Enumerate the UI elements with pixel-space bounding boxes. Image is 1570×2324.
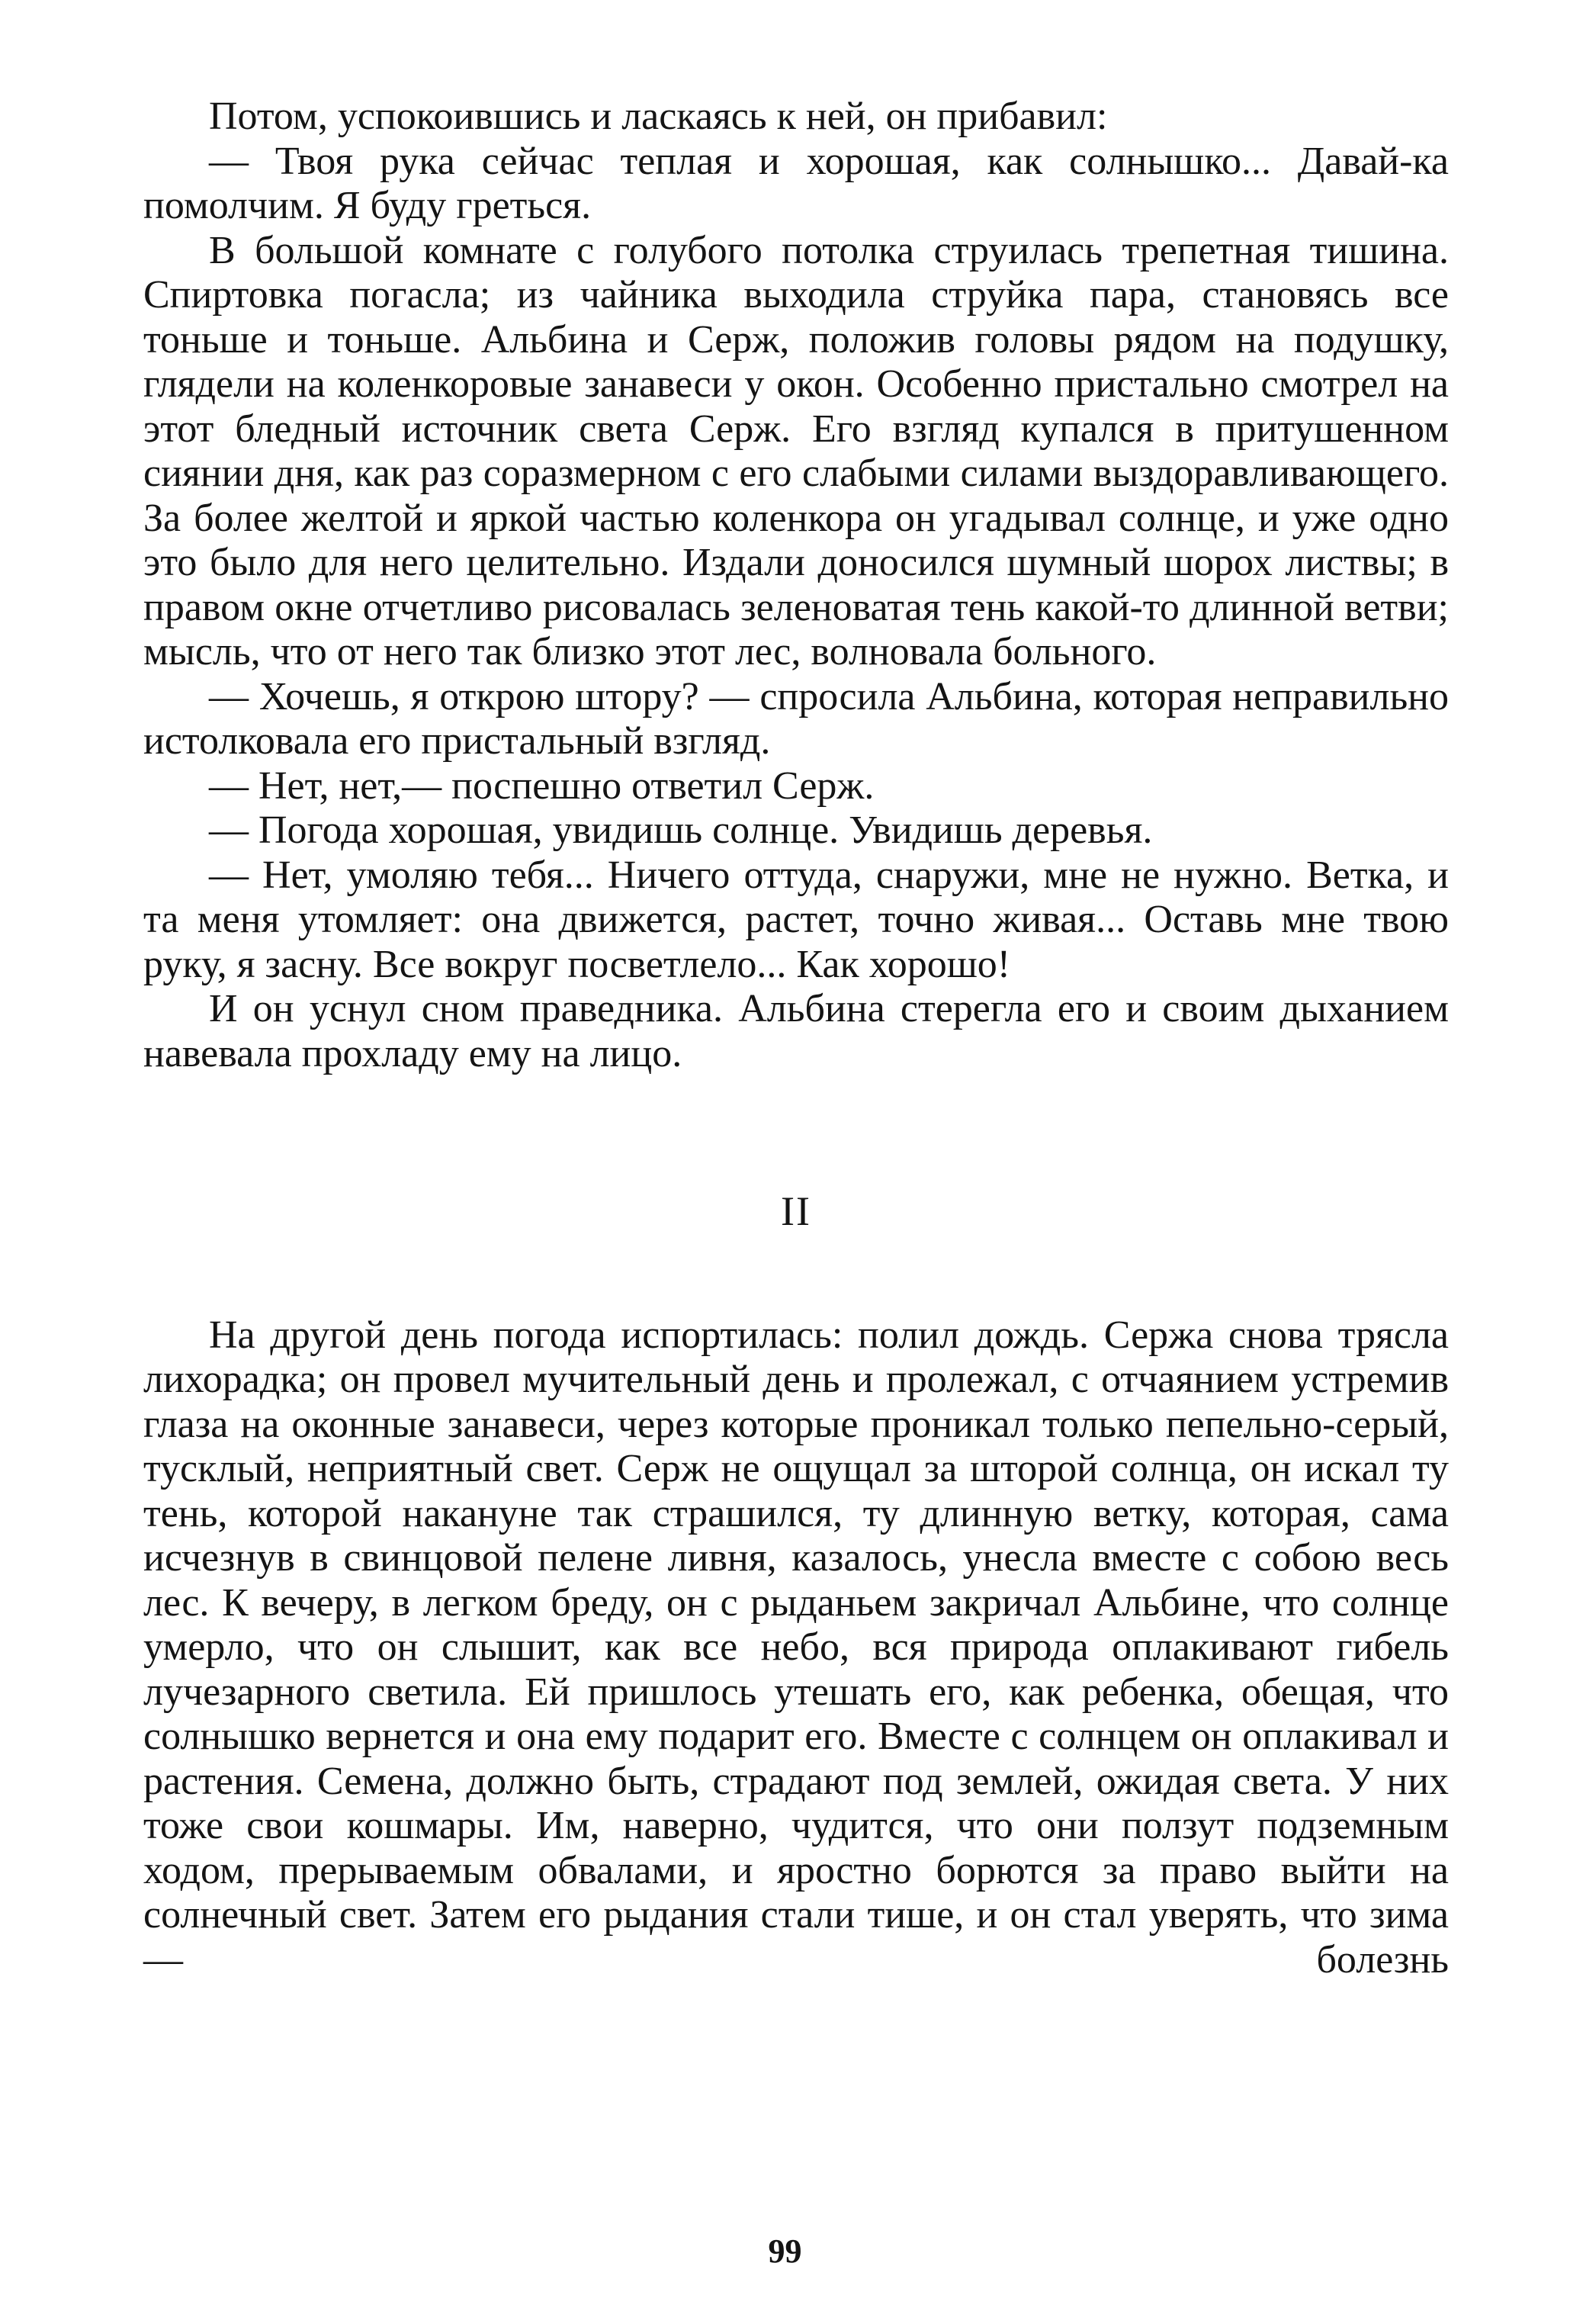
paragraph-6: — Погода хорошая, увидишь солнце. Увидишь деревья. [209, 808, 1153, 852]
paragraph-8: И он уснул сном праведника. Альбина стерегла его и своим дыханием навевала прохладу ему на лицо. [143, 987, 1449, 1075]
page-number: 99 [768, 2232, 802, 2270]
book-page [143, 95, 1449, 1982]
paragraph-5: — Нет, нет,— поспешно ответил Серж. [209, 763, 875, 808]
paragraph-3: В большой комнате с голубого потолка струилась трепетная тишина. Спиртовка погасла; из чайника выходила струйка пара, становясь все тоньше и тоньше. Альбина и Серж, положив головы рядом на подушку, глядели на коленкоровые занавеси у окон. Особенно пристально смотрел на этот бледный источник света Серж. Его взгляд купался в притушенном сиянии дня, как раз соразмерном с его слабыми силами выздоравливающего. За более желтой и яркой частью коленкора он угадывал солнце, и уже одно это было для него целительно. Издали доносился шумный шорох листвы; в правом окне отчетливо рисовалась зеленоватая тень какой-то длинной ветви; мысль, что от него так близко этот лес, волновала больного. [143, 228, 1449, 673]
chapter-heading: II [781, 1188, 811, 1234]
paragraph-7: — Нет, умоляю тебя... Ничего оттуда, снаружи, мне не нужно. Ветка, и та меня утомляет: она движется, растет, точно живая... Оставь мне твою руку, я засну. Все вокруг посветлело... Как хорошо! [143, 853, 1449, 986]
paragraph-2: — Твоя рука сейчас теплая и хорошая, как солнышко... Давай-ка помолчим. Я буду греться. [143, 139, 1449, 227]
paragraph-1: Потом, успокоившись и ласкаясь к ней, он прибавил: [209, 95, 1108, 138]
paragraph-4: — Хочешь, я открою штору? — спросила Альбина, которая неправильно истолковала его пристальный взгляд. [143, 674, 1449, 763]
paragraph-9: На другой день погода испортилась: полил дождь. Сержа снова трясла лихорадка; он провел мучительный день и пролежал, с отчаянием устремив глаза на оконные занавеси, через которые проникал только пепельно-серый, тусклый, неприятный свет. Серж не ощущал за шторой солнца, он искал ту тень, которой накануне так страшился, ту длинную ветку, которая, сама исчезнув в свинцовой пелене ливня, казалось, унесла вместе с собою весь лес. К вечеру, в легком бреду, он с рыданьем закричал Альбине, что солнце умерло, что он слышит, как все небо, вся природа оплакивают гибель лучезарного светила. Ей пришлось утешать его, как ребенка, обещая, что солнышко вернется и она ему подарит его. Вместе с солнцем он оплакивал и растения. Семена, должно быть, страдают под землей, ожидая света. У них тоже свои кошмары. Им, наверно, чудится, что они ползут подземным ходом, прерываемым обвалами, и яростно борются за право выйти на солнечный свет. Затем его рыдания стали тише, и он стал уверять, что зима — болезнь [143, 1313, 1449, 1982]
